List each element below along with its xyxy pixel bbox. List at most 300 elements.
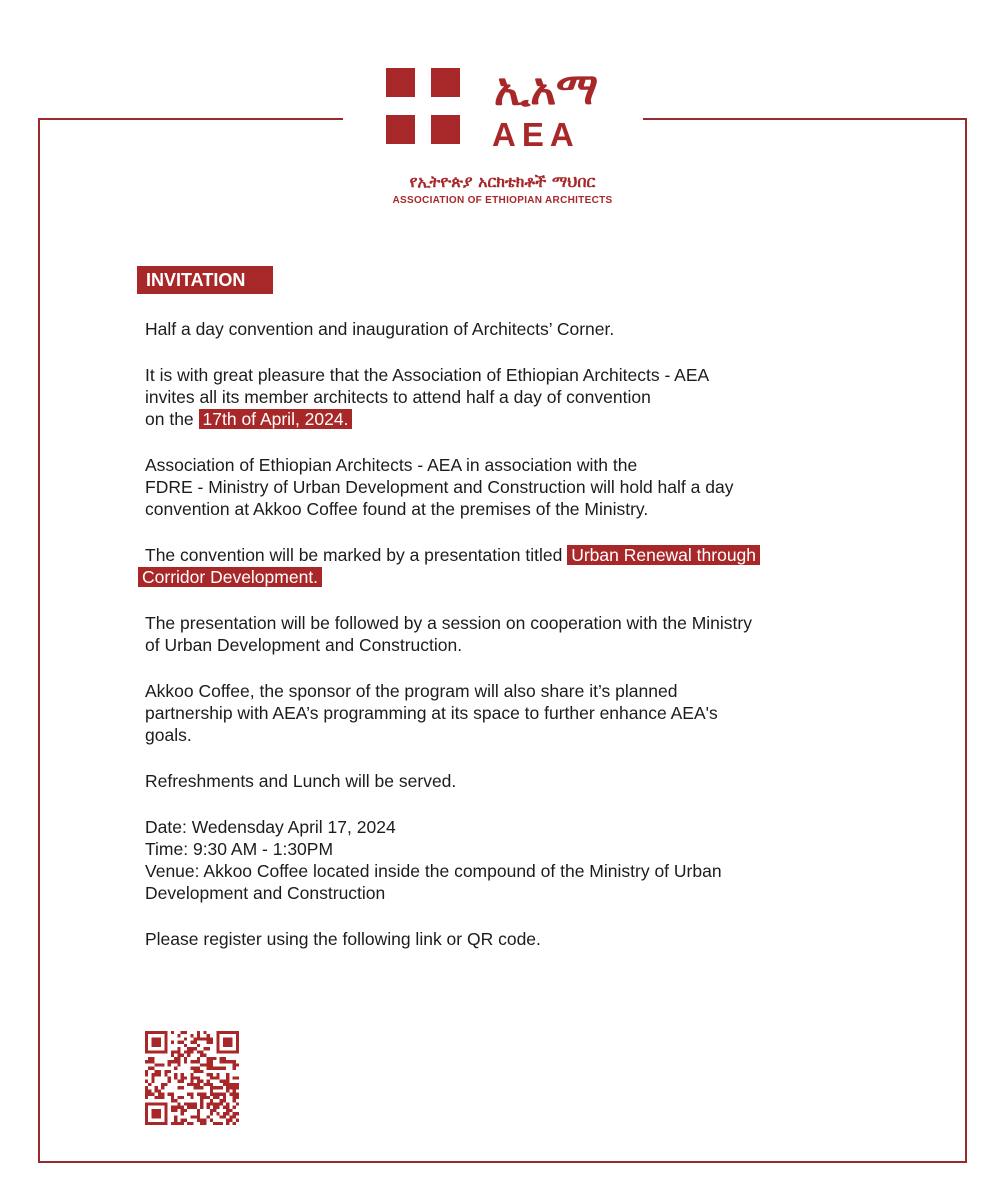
qr-module bbox=[194, 1102, 197, 1105]
qr-module bbox=[168, 1070, 171, 1073]
qr-module bbox=[184, 1031, 187, 1034]
qr-module bbox=[236, 1044, 239, 1047]
qr-module bbox=[233, 1093, 236, 1096]
qr-module bbox=[158, 1031, 161, 1034]
qr-module bbox=[190, 1047, 193, 1050]
qr-module bbox=[229, 1060, 232, 1063]
qr-module bbox=[190, 1080, 193, 1083]
qr-module bbox=[207, 1037, 210, 1040]
qr-module bbox=[145, 1034, 148, 1037]
qr-module bbox=[151, 1112, 154, 1115]
qr-module bbox=[145, 1031, 148, 1034]
qr-module bbox=[236, 1102, 239, 1105]
qr-module bbox=[151, 1057, 154, 1060]
qr-module bbox=[220, 1086, 223, 1089]
qr-module bbox=[151, 1031, 154, 1034]
qr-module bbox=[194, 1037, 197, 1040]
qr-module bbox=[223, 1050, 226, 1053]
qr-module bbox=[174, 1122, 177, 1125]
qr-module bbox=[145, 1109, 148, 1112]
qr-module bbox=[220, 1122, 223, 1125]
qr-module bbox=[207, 1067, 210, 1070]
qr-module bbox=[226, 1037, 229, 1040]
qr-module bbox=[161, 1102, 164, 1105]
qr-module bbox=[223, 1037, 226, 1040]
sponsor-line-2: partnership with AEA’s programming at its space to further enhance AEA's bbox=[145, 703, 718, 723]
qr-module bbox=[145, 1073, 148, 1076]
qr-module bbox=[181, 1119, 184, 1122]
qr-module bbox=[174, 1106, 177, 1109]
qr-module bbox=[210, 1073, 213, 1076]
qr-module bbox=[148, 1050, 151, 1053]
qr-module bbox=[207, 1073, 210, 1076]
qr-module bbox=[229, 1037, 232, 1040]
qr-module bbox=[210, 1099, 213, 1102]
qr-module bbox=[177, 1106, 180, 1109]
sponsor-line-1: Akkoo Coffee, the sponsor of the program will also share it’s planned bbox=[145, 681, 678, 701]
qr-module bbox=[220, 1050, 223, 1053]
invitation-body bbox=[142, 318, 885, 974]
qr-module bbox=[177, 1086, 180, 1089]
qr-module bbox=[229, 1093, 232, 1096]
invitation-badge: INVITATION bbox=[137, 266, 273, 294]
qr-module bbox=[203, 1096, 206, 1099]
qr-module bbox=[158, 1070, 161, 1073]
qr-module bbox=[220, 1057, 223, 1060]
qr-module bbox=[155, 1086, 158, 1089]
qr-module bbox=[168, 1093, 171, 1096]
qr-module bbox=[187, 1093, 190, 1096]
qr-module bbox=[200, 1063, 203, 1066]
logo-square bbox=[431, 68, 460, 97]
paragraph-association bbox=[145, 454, 885, 520]
qr-module bbox=[177, 1034, 180, 1037]
presentation-title-highlight-2: Corridor Development. bbox=[138, 567, 322, 587]
qr-module bbox=[213, 1086, 216, 1089]
qr-module bbox=[229, 1050, 232, 1053]
qr-module bbox=[197, 1115, 200, 1118]
qr-module bbox=[158, 1093, 161, 1096]
qr-module bbox=[216, 1037, 219, 1040]
qr-module bbox=[145, 1086, 148, 1089]
qr-module bbox=[236, 1041, 239, 1044]
qr-module bbox=[155, 1044, 158, 1047]
qr-module bbox=[190, 1122, 193, 1125]
qr-module bbox=[181, 1109, 184, 1112]
qr-module bbox=[216, 1102, 219, 1105]
qr-module bbox=[203, 1054, 206, 1057]
qr-module bbox=[210, 1060, 213, 1063]
qr-module bbox=[164, 1047, 167, 1050]
qr-module bbox=[184, 1060, 187, 1063]
qr-module bbox=[164, 1031, 167, 1034]
qr-module bbox=[151, 1041, 154, 1044]
qr-module bbox=[145, 1041, 148, 1044]
qr-module bbox=[151, 1093, 154, 1096]
qr-module bbox=[226, 1106, 229, 1109]
qr-module bbox=[174, 1060, 177, 1063]
qr-module bbox=[197, 1093, 200, 1096]
qr-module bbox=[177, 1102, 180, 1105]
qr-module bbox=[236, 1112, 239, 1115]
qr-module bbox=[171, 1122, 174, 1125]
qr-module bbox=[151, 1067, 154, 1070]
qr-module bbox=[226, 1119, 229, 1122]
session-line-2: of Urban Development and Construction. bbox=[145, 635, 463, 655]
qr-module bbox=[190, 1041, 193, 1044]
qr-module bbox=[177, 1122, 180, 1125]
qr-module bbox=[164, 1037, 167, 1040]
qr-module bbox=[145, 1080, 148, 1083]
registration-qr-code[interactable] bbox=[145, 1031, 239, 1125]
qr-module bbox=[213, 1093, 216, 1096]
qr-module bbox=[233, 1050, 236, 1053]
qr-module bbox=[164, 1122, 167, 1125]
qr-module bbox=[145, 1047, 148, 1050]
qr-module bbox=[233, 1112, 236, 1115]
qr-module bbox=[226, 1089, 229, 1092]
qr-module bbox=[171, 1099, 174, 1102]
qr-module bbox=[187, 1106, 190, 1109]
qr-module bbox=[194, 1076, 197, 1079]
qr-module bbox=[203, 1122, 206, 1125]
qr-module bbox=[190, 1102, 193, 1105]
qr-module bbox=[190, 1093, 193, 1096]
qr-module bbox=[213, 1067, 216, 1070]
qr-module bbox=[145, 1044, 148, 1047]
qr-module bbox=[223, 1041, 226, 1044]
qr-module bbox=[145, 1096, 148, 1099]
sponsor-line-3: goals. bbox=[145, 725, 192, 745]
qr-module bbox=[181, 1041, 184, 1044]
qr-module bbox=[200, 1096, 203, 1099]
qr-module bbox=[203, 1093, 206, 1096]
qr-module bbox=[197, 1037, 200, 1040]
qr-module bbox=[164, 1112, 167, 1115]
qr-module bbox=[148, 1122, 151, 1125]
qr-module bbox=[223, 1060, 226, 1063]
qr-module bbox=[197, 1076, 200, 1079]
qr-module bbox=[174, 1115, 177, 1118]
qr-module bbox=[155, 1109, 158, 1112]
event-time: Time: 9:30 AM - 1:30PM bbox=[145, 839, 334, 859]
qr-module bbox=[155, 1122, 158, 1125]
qr-module bbox=[197, 1060, 200, 1063]
refreshments-text: Refreshments and Lunch will be served. bbox=[145, 771, 457, 791]
qr-module bbox=[216, 1067, 219, 1070]
qr-module bbox=[181, 1080, 184, 1083]
qr-module bbox=[229, 1031, 232, 1034]
qr-module bbox=[223, 1067, 226, 1070]
qr-module bbox=[181, 1054, 184, 1057]
qr-module bbox=[223, 1057, 226, 1060]
qr-module bbox=[197, 1086, 200, 1089]
qr-module bbox=[197, 1119, 200, 1122]
qr-module bbox=[213, 1122, 216, 1125]
qr-module bbox=[155, 1102, 158, 1105]
qr-module bbox=[171, 1093, 174, 1096]
qr-module bbox=[226, 1073, 229, 1076]
qr-module bbox=[177, 1060, 180, 1063]
qr-module bbox=[190, 1106, 193, 1109]
qr-module bbox=[203, 1031, 206, 1034]
qr-module bbox=[210, 1037, 213, 1040]
qr-module bbox=[158, 1096, 161, 1099]
qr-module bbox=[223, 1106, 226, 1109]
qr-module bbox=[203, 1047, 206, 1050]
qr-module bbox=[197, 1070, 200, 1073]
qr-module bbox=[151, 1102, 154, 1105]
qr-module bbox=[210, 1063, 213, 1066]
presentation-title-highlight-1: Urban Renewal through bbox=[567, 545, 760, 565]
qr-module bbox=[158, 1037, 161, 1040]
qr-module bbox=[151, 1073, 154, 1076]
qr-module bbox=[155, 1089, 158, 1092]
qr-module bbox=[213, 1096, 216, 1099]
qr-module bbox=[203, 1063, 206, 1066]
qr-module bbox=[220, 1102, 223, 1105]
qr-module bbox=[213, 1057, 216, 1060]
qr-module bbox=[213, 1106, 216, 1109]
qr-module bbox=[145, 1070, 148, 1073]
qr-module bbox=[148, 1060, 151, 1063]
qr-module bbox=[200, 1119, 203, 1122]
qr-module bbox=[233, 1083, 236, 1086]
qr-module bbox=[181, 1096, 184, 1099]
qr-module bbox=[174, 1057, 177, 1060]
paragraph-session bbox=[145, 612, 885, 656]
qr-module bbox=[177, 1050, 180, 1053]
qr-module bbox=[164, 1070, 167, 1073]
event-date-highlight: 17th of April, 2024. bbox=[199, 409, 353, 429]
qr-module bbox=[184, 1044, 187, 1047]
org-name-english: ASSOCIATION OF ETHIOPIAN ARCHITECTS bbox=[392, 195, 613, 206]
qr-module bbox=[145, 1089, 148, 1092]
frame-top-right bbox=[643, 118, 967, 120]
qr-module bbox=[233, 1060, 236, 1063]
qr-module bbox=[187, 1083, 190, 1086]
qr-module bbox=[229, 1044, 232, 1047]
qr-module bbox=[148, 1089, 151, 1092]
qr-module bbox=[229, 1109, 232, 1112]
qr-module bbox=[184, 1102, 187, 1105]
qr-module bbox=[164, 1119, 167, 1122]
logo-amharic-mark: ኢአማ bbox=[494, 64, 599, 115]
qr-module bbox=[174, 1099, 177, 1102]
frame-left bbox=[38, 118, 40, 1163]
qr-module bbox=[236, 1037, 239, 1040]
qr-module bbox=[223, 1083, 226, 1086]
qr-module bbox=[161, 1083, 164, 1086]
qr-module bbox=[197, 1067, 200, 1070]
qr-module bbox=[207, 1063, 210, 1066]
qr-module bbox=[158, 1102, 161, 1105]
qr-module bbox=[216, 1106, 219, 1109]
qr-module bbox=[158, 1089, 161, 1092]
qr-module bbox=[200, 1054, 203, 1057]
qr-module bbox=[181, 1076, 184, 1079]
qr-module bbox=[223, 1031, 226, 1034]
qr-module bbox=[177, 1041, 180, 1044]
qr-module bbox=[184, 1050, 187, 1053]
qr-module bbox=[216, 1112, 219, 1115]
qr-module bbox=[226, 1102, 229, 1105]
qr-module bbox=[151, 1050, 154, 1053]
logo-square bbox=[431, 115, 460, 144]
invite-line-2: invites all its member architects to attend half a day of convention bbox=[145, 387, 651, 407]
qr-module bbox=[171, 1060, 174, 1063]
qr-module bbox=[236, 1093, 239, 1096]
qr-module bbox=[155, 1041, 158, 1044]
org-name-amharic: የኢትዮጵያ አርክቴክቶች ማህበር bbox=[409, 172, 596, 191]
qr-module bbox=[216, 1047, 219, 1050]
qr-module bbox=[171, 1106, 174, 1109]
assoc-line-3: convention at Akkoo Coffee found at the premises of the Ministry. bbox=[145, 499, 649, 519]
qr-module bbox=[151, 1044, 154, 1047]
qr-module bbox=[164, 1041, 167, 1044]
qr-module bbox=[158, 1041, 161, 1044]
qr-module bbox=[190, 1050, 193, 1053]
session-line-1: The presentation will be followed by a session on cooperation with the Ministry bbox=[145, 613, 752, 633]
qr-module bbox=[148, 1031, 151, 1034]
paragraph-refreshments bbox=[145, 770, 885, 792]
qr-module bbox=[223, 1115, 226, 1118]
qr-module bbox=[197, 1112, 200, 1115]
qr-module bbox=[236, 1096, 239, 1099]
frame-bottom bbox=[38, 1161, 967, 1163]
qr-module bbox=[164, 1115, 167, 1118]
qr-module bbox=[226, 1086, 229, 1089]
paragraph-register bbox=[145, 928, 885, 950]
qr-module bbox=[226, 1080, 229, 1083]
assoc-line-2: FDRE - Ministry of Urban Development and Construction will hold half a day bbox=[145, 477, 734, 497]
qr-module bbox=[233, 1067, 236, 1070]
qr-module bbox=[210, 1112, 213, 1115]
qr-module bbox=[233, 1115, 236, 1118]
assoc-line-1: Association of Ethiopian Architects - AEA in association with the bbox=[145, 455, 638, 475]
qr-module bbox=[164, 1102, 167, 1105]
frame-top-left bbox=[38, 118, 343, 120]
register-text: Please register using the following link or QR code. bbox=[145, 929, 541, 949]
qr-module bbox=[145, 1093, 148, 1096]
qr-module bbox=[236, 1034, 239, 1037]
qr-module bbox=[226, 1112, 229, 1115]
qr-module bbox=[223, 1112, 226, 1115]
event-details bbox=[145, 816, 885, 904]
qr-module bbox=[161, 1093, 164, 1096]
qr-module bbox=[194, 1086, 197, 1089]
qr-module bbox=[148, 1102, 151, 1105]
qr-module bbox=[216, 1093, 219, 1096]
qr-module bbox=[207, 1060, 210, 1063]
qr-module bbox=[155, 1112, 158, 1115]
qr-module bbox=[187, 1122, 190, 1125]
qr-module bbox=[177, 1047, 180, 1050]
event-date: Date: Wedensday April 17, 2024 bbox=[145, 817, 396, 837]
qr-module bbox=[223, 1080, 226, 1083]
qr-module bbox=[148, 1083, 151, 1086]
qr-module bbox=[223, 1096, 226, 1099]
qr-module bbox=[181, 1086, 184, 1089]
qr-module bbox=[187, 1050, 190, 1053]
qr-module bbox=[216, 1034, 219, 1037]
qr-module bbox=[200, 1093, 203, 1096]
qr-module bbox=[220, 1093, 223, 1096]
frame-right bbox=[965, 118, 967, 1163]
qr-module bbox=[171, 1031, 174, 1034]
qr-module bbox=[148, 1067, 151, 1070]
qr-module bbox=[164, 1109, 167, 1112]
qr-module bbox=[184, 1109, 187, 1112]
qr-module bbox=[164, 1050, 167, 1053]
qr-module bbox=[203, 1037, 206, 1040]
qr-module bbox=[151, 1060, 154, 1063]
qr-module bbox=[229, 1119, 232, 1122]
qr-module bbox=[174, 1050, 177, 1053]
logo-square bbox=[386, 115, 415, 144]
qr-module bbox=[161, 1031, 164, 1034]
qr-module bbox=[226, 1031, 229, 1034]
qr-module bbox=[210, 1076, 213, 1079]
qr-module bbox=[155, 1115, 158, 1118]
qr-module bbox=[210, 1067, 213, 1070]
qr-module bbox=[158, 1050, 161, 1053]
qr-module bbox=[200, 1102, 203, 1105]
paragraph-invite bbox=[145, 364, 885, 430]
qr-module bbox=[207, 1102, 210, 1105]
qr-module bbox=[233, 1076, 236, 1079]
qr-module bbox=[184, 1076, 187, 1079]
qr-module bbox=[158, 1122, 161, 1125]
qr-module bbox=[190, 1073, 193, 1076]
qr-module bbox=[171, 1041, 174, 1044]
qr-module bbox=[155, 1037, 158, 1040]
qr-module bbox=[145, 1112, 148, 1115]
qr-module bbox=[216, 1041, 219, 1044]
qr-module bbox=[181, 1122, 184, 1125]
qr-module bbox=[190, 1060, 193, 1063]
qr-module bbox=[190, 1096, 193, 1099]
qr-module bbox=[223, 1093, 226, 1096]
qr-module bbox=[197, 1057, 200, 1060]
qr-module bbox=[210, 1057, 213, 1060]
qr-module bbox=[216, 1122, 219, 1125]
qr-module bbox=[197, 1050, 200, 1053]
qr-module bbox=[187, 1047, 190, 1050]
qr-module bbox=[168, 1060, 171, 1063]
qr-module bbox=[145, 1115, 148, 1118]
paragraph-presentation bbox=[142, 544, 885, 588]
qr-module bbox=[197, 1109, 200, 1112]
qr-module bbox=[236, 1083, 239, 1086]
qr-module bbox=[236, 1031, 239, 1034]
qr-module bbox=[181, 1073, 184, 1076]
qr-module bbox=[155, 1031, 158, 1034]
qr-module bbox=[190, 1083, 193, 1086]
qr-module bbox=[233, 1089, 236, 1092]
qr-module bbox=[226, 1109, 229, 1112]
qr-module bbox=[203, 1119, 206, 1122]
qr-module bbox=[181, 1106, 184, 1109]
qr-module bbox=[233, 1086, 236, 1089]
event-venue-line-1: Venue: Akkoo Coffee located inside the compound of the Ministry of Urban bbox=[145, 861, 722, 881]
qr-module bbox=[236, 1086, 239, 1089]
qr-module bbox=[177, 1054, 180, 1057]
qr-module bbox=[233, 1063, 236, 1066]
qr-module bbox=[200, 1037, 203, 1040]
qr-module bbox=[210, 1119, 213, 1122]
qr-module bbox=[233, 1099, 236, 1102]
